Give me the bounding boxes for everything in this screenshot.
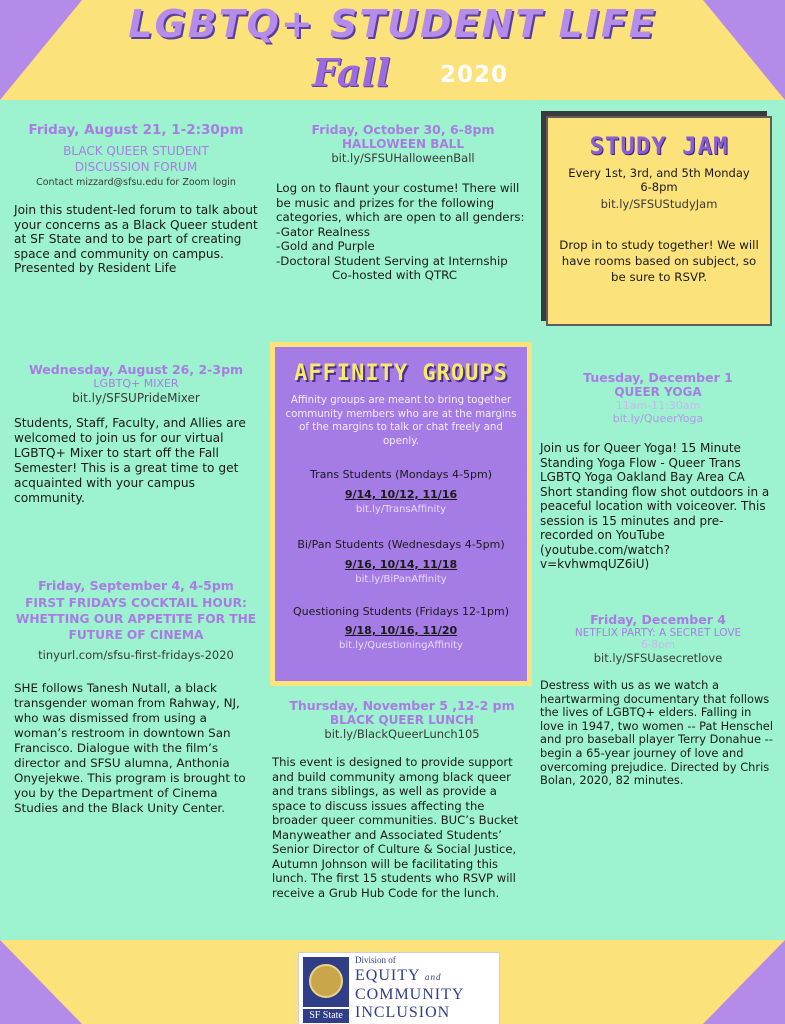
decorative-triangle [0,940,82,1024]
decorative-triangle [703,940,785,1024]
affinity-group [275,538,527,585]
event-link[interactable]: bit.ly/SFSUHalloweenBall [331,151,475,165]
event-link[interactable]: bit.ly/SFSUasecretlove [593,651,723,665]
logo-line-equity [355,967,441,985]
equity-inclusion-logo [298,952,500,1024]
event-black-queer-forum [14,122,258,276]
group-dates: 9/14, 10/12, 11/16 [344,488,458,501]
event-description: Students, Staff, Faculty, and Allies are welcomed to join us for our virtual LGBTQ+ Mixer to start off the Fall Semester! This is a great time to get acquainted with your campus community. [14,416,246,505]
logo-line-community: COMMUNITY [355,986,465,1003]
year-label: 2020 [440,62,509,88]
study-jam-time: 6-8pm [640,180,678,194]
logo-line-inclusion: INCLUSION [355,1004,451,1021]
page-title: LGBTQ+ STUDENT LIFE [128,2,657,46]
event-date: Thursday, November 5 ,12-2 pm [289,698,515,713]
event-title: QUEER YOGA [614,385,702,399]
event-date: Tuesday, December 1 [583,370,733,385]
event-link[interactable]: bit.ly/SFSUPrideMixer [72,391,200,405]
event-queer-yoga [540,370,776,572]
event-title: DISCUSSION FORUM [74,160,198,174]
category-item: -Gold and Purple [276,239,375,253]
event-description: Join us for Queer Yoga! 15 Minute Standing Yoga Flow - Queer Trans LGBTQ Yoga Oakland Bay Area CA Short standing flow shot outdoors in a peaceful location with voiceover. This session is 15 minutes and pre-recorded on YouTube (youtube.com/watch?v=kvhwmqUZ6iU) [540,441,770,571]
university-seal-icon [303,957,349,1007]
event-title: BLACK QUEER LUNCH [330,713,474,727]
group-link[interactable]: bit.ly/QuestioningAffinity [339,640,463,651]
event-date: Friday, October 30, 6-8pm [311,122,495,137]
event-title: BLACK QUEER STUDENT [63,144,209,158]
logo-word-and: and [424,972,442,982]
event-description: Join this student-led forum to talk about your concerns as a Black Queer student at SF State and to be part of creating space and community on campus. Presented by Resident Life [14,203,258,275]
group-name: Bi/Pan Students (Wednesdays 4-5pm) [297,538,505,551]
logo-word-equity: EQUITY [355,967,420,984]
cohost-note: Co-hosted with QTRC [332,268,458,282]
event-date: Friday, December 4 [590,612,726,627]
event-date: Friday, August 21, 1-2:30pm [28,122,244,138]
event-halloween-ball [276,122,530,283]
affinity-group [275,605,527,651]
category-item: -Gator Realness [276,224,370,239]
group-dates: 9/16, 10/14, 11/18 [344,558,458,571]
event-link[interactable]: bit.ly/BlackQueerLunch105 [324,727,480,741]
event-contact: Contact mizzard@sfsu.edu for Zoom login [36,177,236,188]
affinity-groups-box [270,342,532,686]
event-title: NETFLIX PARTY: A SECRET LOVE [574,627,742,639]
event-date: Wednesday, August 26, 2-3pm [28,362,244,377]
event-title: FIRST FRIDAYS COCKTAIL HOUR: WHETTING OUR APPETITE FOR THE FUTURE OF CINEMA [15,596,257,642]
event-title: LGBTQ+ MIXER [93,377,179,390]
event-lgbtq-mixer [14,362,258,506]
footer-banner [0,940,785,1024]
group-name: Trans Students (Mondays 4-5pm) [310,468,492,481]
event-description: This event is designed to provide support and build community among black queer and trans siblings, as well as provide a space to discuss issues affecting the broader queer communities. BUC’s Bucket Manyweather and Associated Students’ Senior Director of Culture & Social Justice, Autumn Johnson will be facilitating this lunch. The first 15 students who RSVP will receive a Grub Hub Code for the lunch. [272,755,519,900]
sf-state-label: SF State [303,1009,349,1023]
season-label: Fall [312,50,391,95]
group-link[interactable]: bit.ly/TransAffinity [355,504,447,515]
event-netflix-party [540,612,776,788]
event-first-fridays [14,578,258,816]
study-jam-link[interactable]: bit.ly/SFSUStudyJam [600,197,718,211]
category-item: -Doctoral Student Serving at Internship [276,253,508,268]
affinity-intro: Affinity groups are meant to bring together community members who are at the margins of the margins to talk or chat freely and openly. [285,395,517,447]
affinity-title: AFFINITY GROUPS [294,361,508,386]
group-name: Questioning Students (Fridays 12-1pm) [292,605,510,618]
event-description: Log on to flaunt your costume! There will be music and prizes for the following categories, which are open to all genders: [276,181,525,224]
header-banner [0,0,785,100]
event-black-queer-lunch [272,698,532,900]
study-jam-title: STUDY JAM [589,132,729,160]
event-description: SHE follows Tanesh Nutall, a black transgender woman from Rahway, NJ, who was dismissed from using a woman’s restroom in downtown San Francisco. Dialogue with the film’s director and SFSU alumna, Anthonia Onyejekwe. This program is brought to you by the Department of Cinema Studies and the Black Unity Center. [14,681,246,815]
affinity-group [275,468,527,515]
event-link[interactable]: tinyurl.com/sfsu-first-fridays-2020 [38,648,234,662]
study-jam-when: Every 1st, 3rd, and 5th Monday [568,166,750,180]
event-time: 6-8pm [640,639,676,651]
event-time: 11am-11:30am [615,399,701,412]
event-date: Friday, September 4, 4-5pm [38,578,234,593]
event-title: HALLOWEEN BALL [342,137,464,151]
event-description: Destress with us as we watch a heartwarming documentary that follows the lives of LGBTQ+ elders. Falling in love in 1947, two women -- Pat Henschel and pro baseball player Terry Donahue -- begin a 65-year journey of love and overcoming prejudice. Directed by Chris Bolan, 2020, 82 minutes. [540,678,773,788]
study-jam-description: Drop in to study together! We will have rooms based on subject, so be sure to RSVP. [559,238,759,284]
study-jam-box [546,116,772,326]
division-of-label: Division of [355,955,396,965]
group-dates: 9/18, 10/16, 11/20 [344,624,458,637]
event-link[interactable]: bit.ly/QueerYoga [612,412,704,425]
group-link[interactable]: bit.ly/BiPanAffinity [355,574,447,585]
